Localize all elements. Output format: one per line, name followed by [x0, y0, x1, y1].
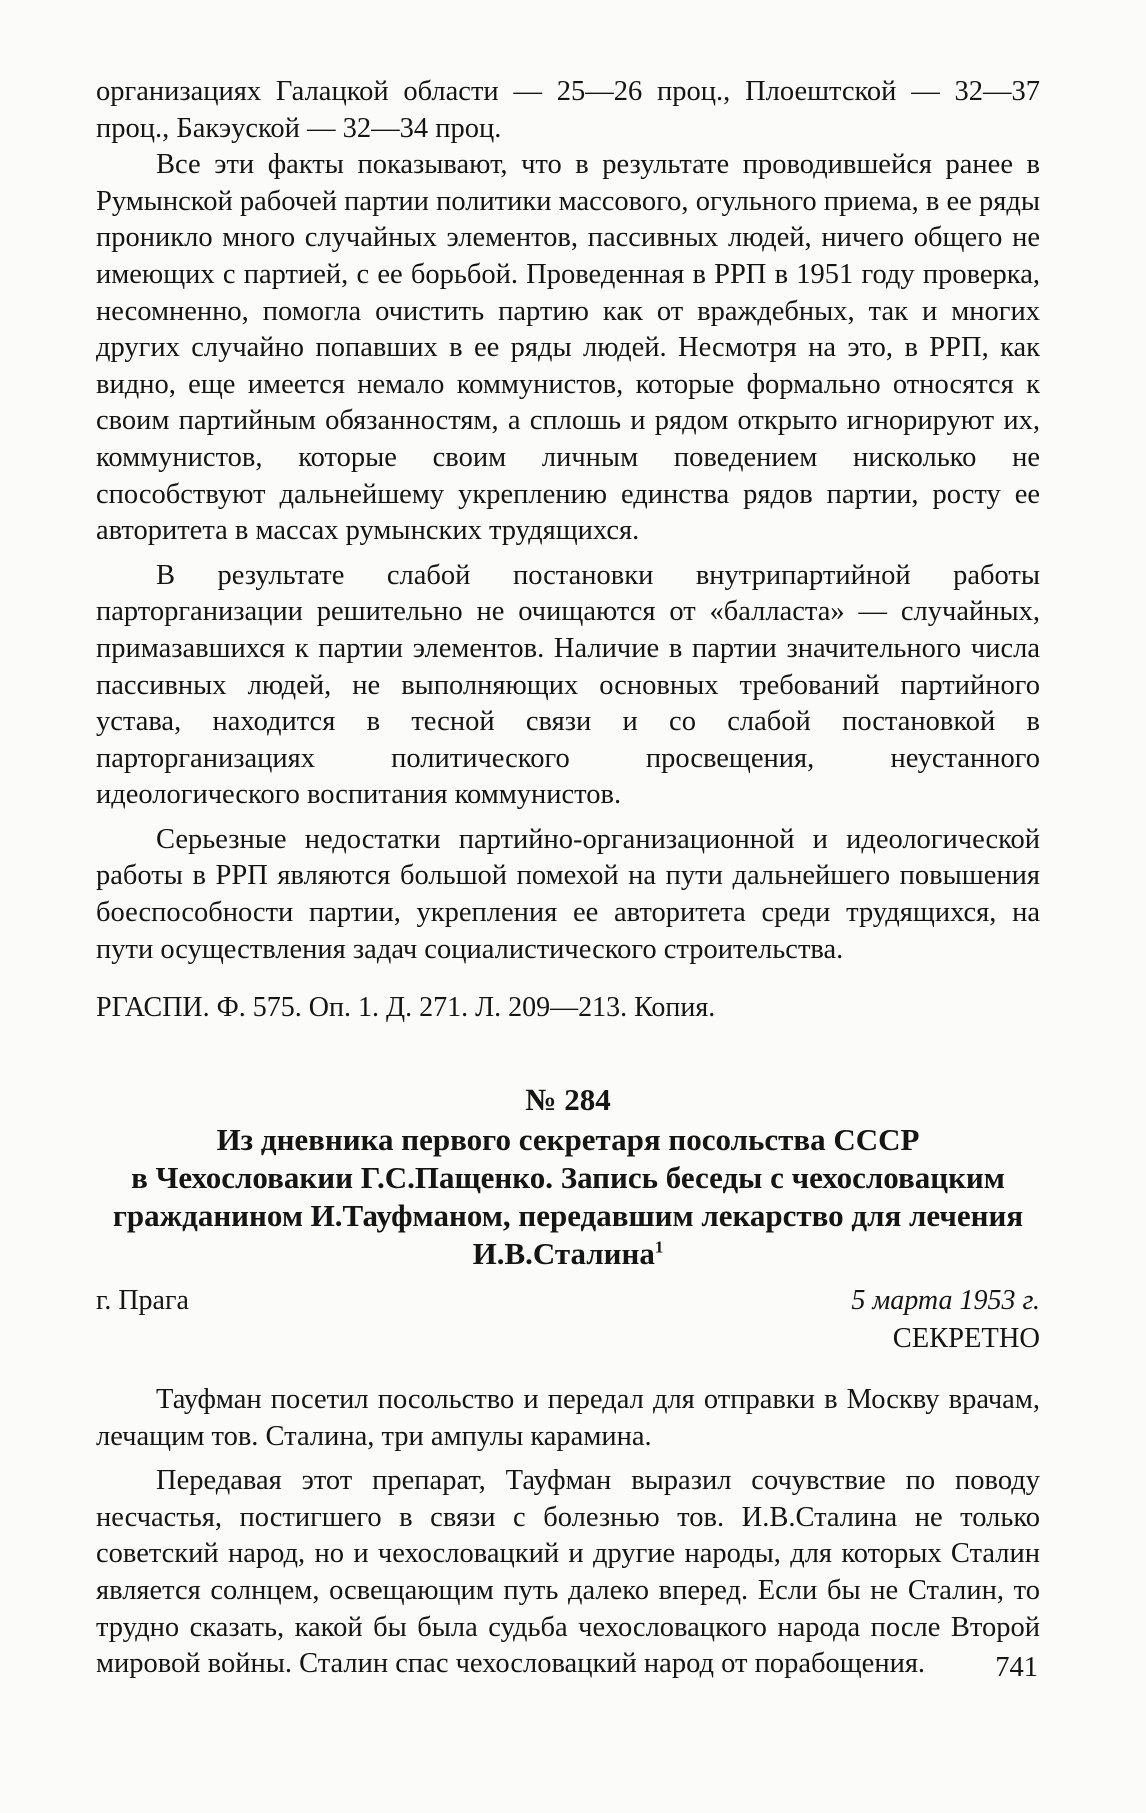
- paragraph-sympathy: Передавая этот препарат, Тауфман выразил сочувствие по поводу несчастья, постигшего в связи с болезнью тов. И.В.Сталина не только советский народ, но и чехословацкий и другие народы, для которых Сталин является солнцем, освещающим путь далеко вперед. Если бы не Сталин, то трудно сказать, какой бы была судьба чехословацкого народа после Второй мировой войны. Сталин спас чехословацкий народ от порабощения.: [96, 1465, 1040, 1680]
- paragraph-party-work: В результате слабой постановки внутрипартийной работы парторганизации решительно не очищаются от «балласта» — случайных, примазавшихся к партии элементов. Наличие в партии значительного числа пассивных людей, не выполняющих основных требований партийного устава, находится в тесной связи и со слабой постановкой в парторганизациях политического просвещения, неустанного идеологического воспитания коммунистов.: [96, 559, 1040, 811]
- classification-stamp: СЕКРЕТНО: [892, 1323, 1040, 1355]
- title-line: Из дневника первого секретаря посольства СССР: [216, 1121, 920, 1157]
- title-line-last: [96, 1235, 1040, 1273]
- place: г. Прага: [96, 1284, 189, 1316]
- page-number: 741: [995, 1652, 1038, 1683]
- paragraph-visit: Тауфман посетил посольство и передал для отправки в Москву врачам, лечащим тов. Сталина, три ампулы карамина.: [96, 1384, 1040, 1452]
- title-line: в Чехословакии Г.С.Пащенко. Запись беседы с чехословацким: [131, 1159, 1005, 1195]
- archive-reference: РГАСПИ. Ф. 575. Оп. 1. Д. 271. Л. 209—213. Копия.: [96, 992, 716, 1024]
- place-date-row: [96, 1283, 1040, 1320]
- paragraph-facts: Все эти факты показывают, что в результате проводившейся ранее в Румынской рабочей партии политики массового, огульного приема, в ее ряды проникло много случайных элементов, пассивных людей, ничего общего не имеющих с партией, с ее борьбой. Проведенная в РРП в 1951 году проверка, несомненно, помогла очистить партию как от враждебных, так и многих других случайно попавших в ее ряды людей. Несмотря на это, в РРП, как видно, еще имеется немало коммунистов, которые формально относятся к своим партийным обязанностям, а сплошь и рядом открыто игнорируют их, коммунистов, которые своим личным поведением нисколько не способствуют дальнейшему укреплению единства рядов партии, росту ее авторитета в массах румынских трудящихся.: [96, 149, 1040, 547]
- title-line-text: И.В.Сталина: [472, 1235, 655, 1271]
- title-line: гражданином И.Тауфманом, передавшим лекарство для лечения: [112, 1197, 1024, 1233]
- paragraph-continued: организациях Галацкой области — 25—26 проц., Плоештской — 32—37 проц., Бакэуской — 32—34 проц.: [96, 76, 1040, 144]
- footnote-mark: 1: [654, 1237, 664, 1257]
- document-title: [96, 1121, 1040, 1273]
- date: 5 марта 1953 г.: [851, 1284, 1040, 1316]
- paragraph-shortcomings: Серьезные недостатки партийно-организационной и идеологической работы в РРП являются большой помехой на пути дальнейшего повышения боеспособности партии, укрепления ее авторитета среди трудящихся, на пути осуществления задач социалистического строительства.: [96, 823, 1040, 965]
- document-number: № 284: [525, 1081, 611, 1117]
